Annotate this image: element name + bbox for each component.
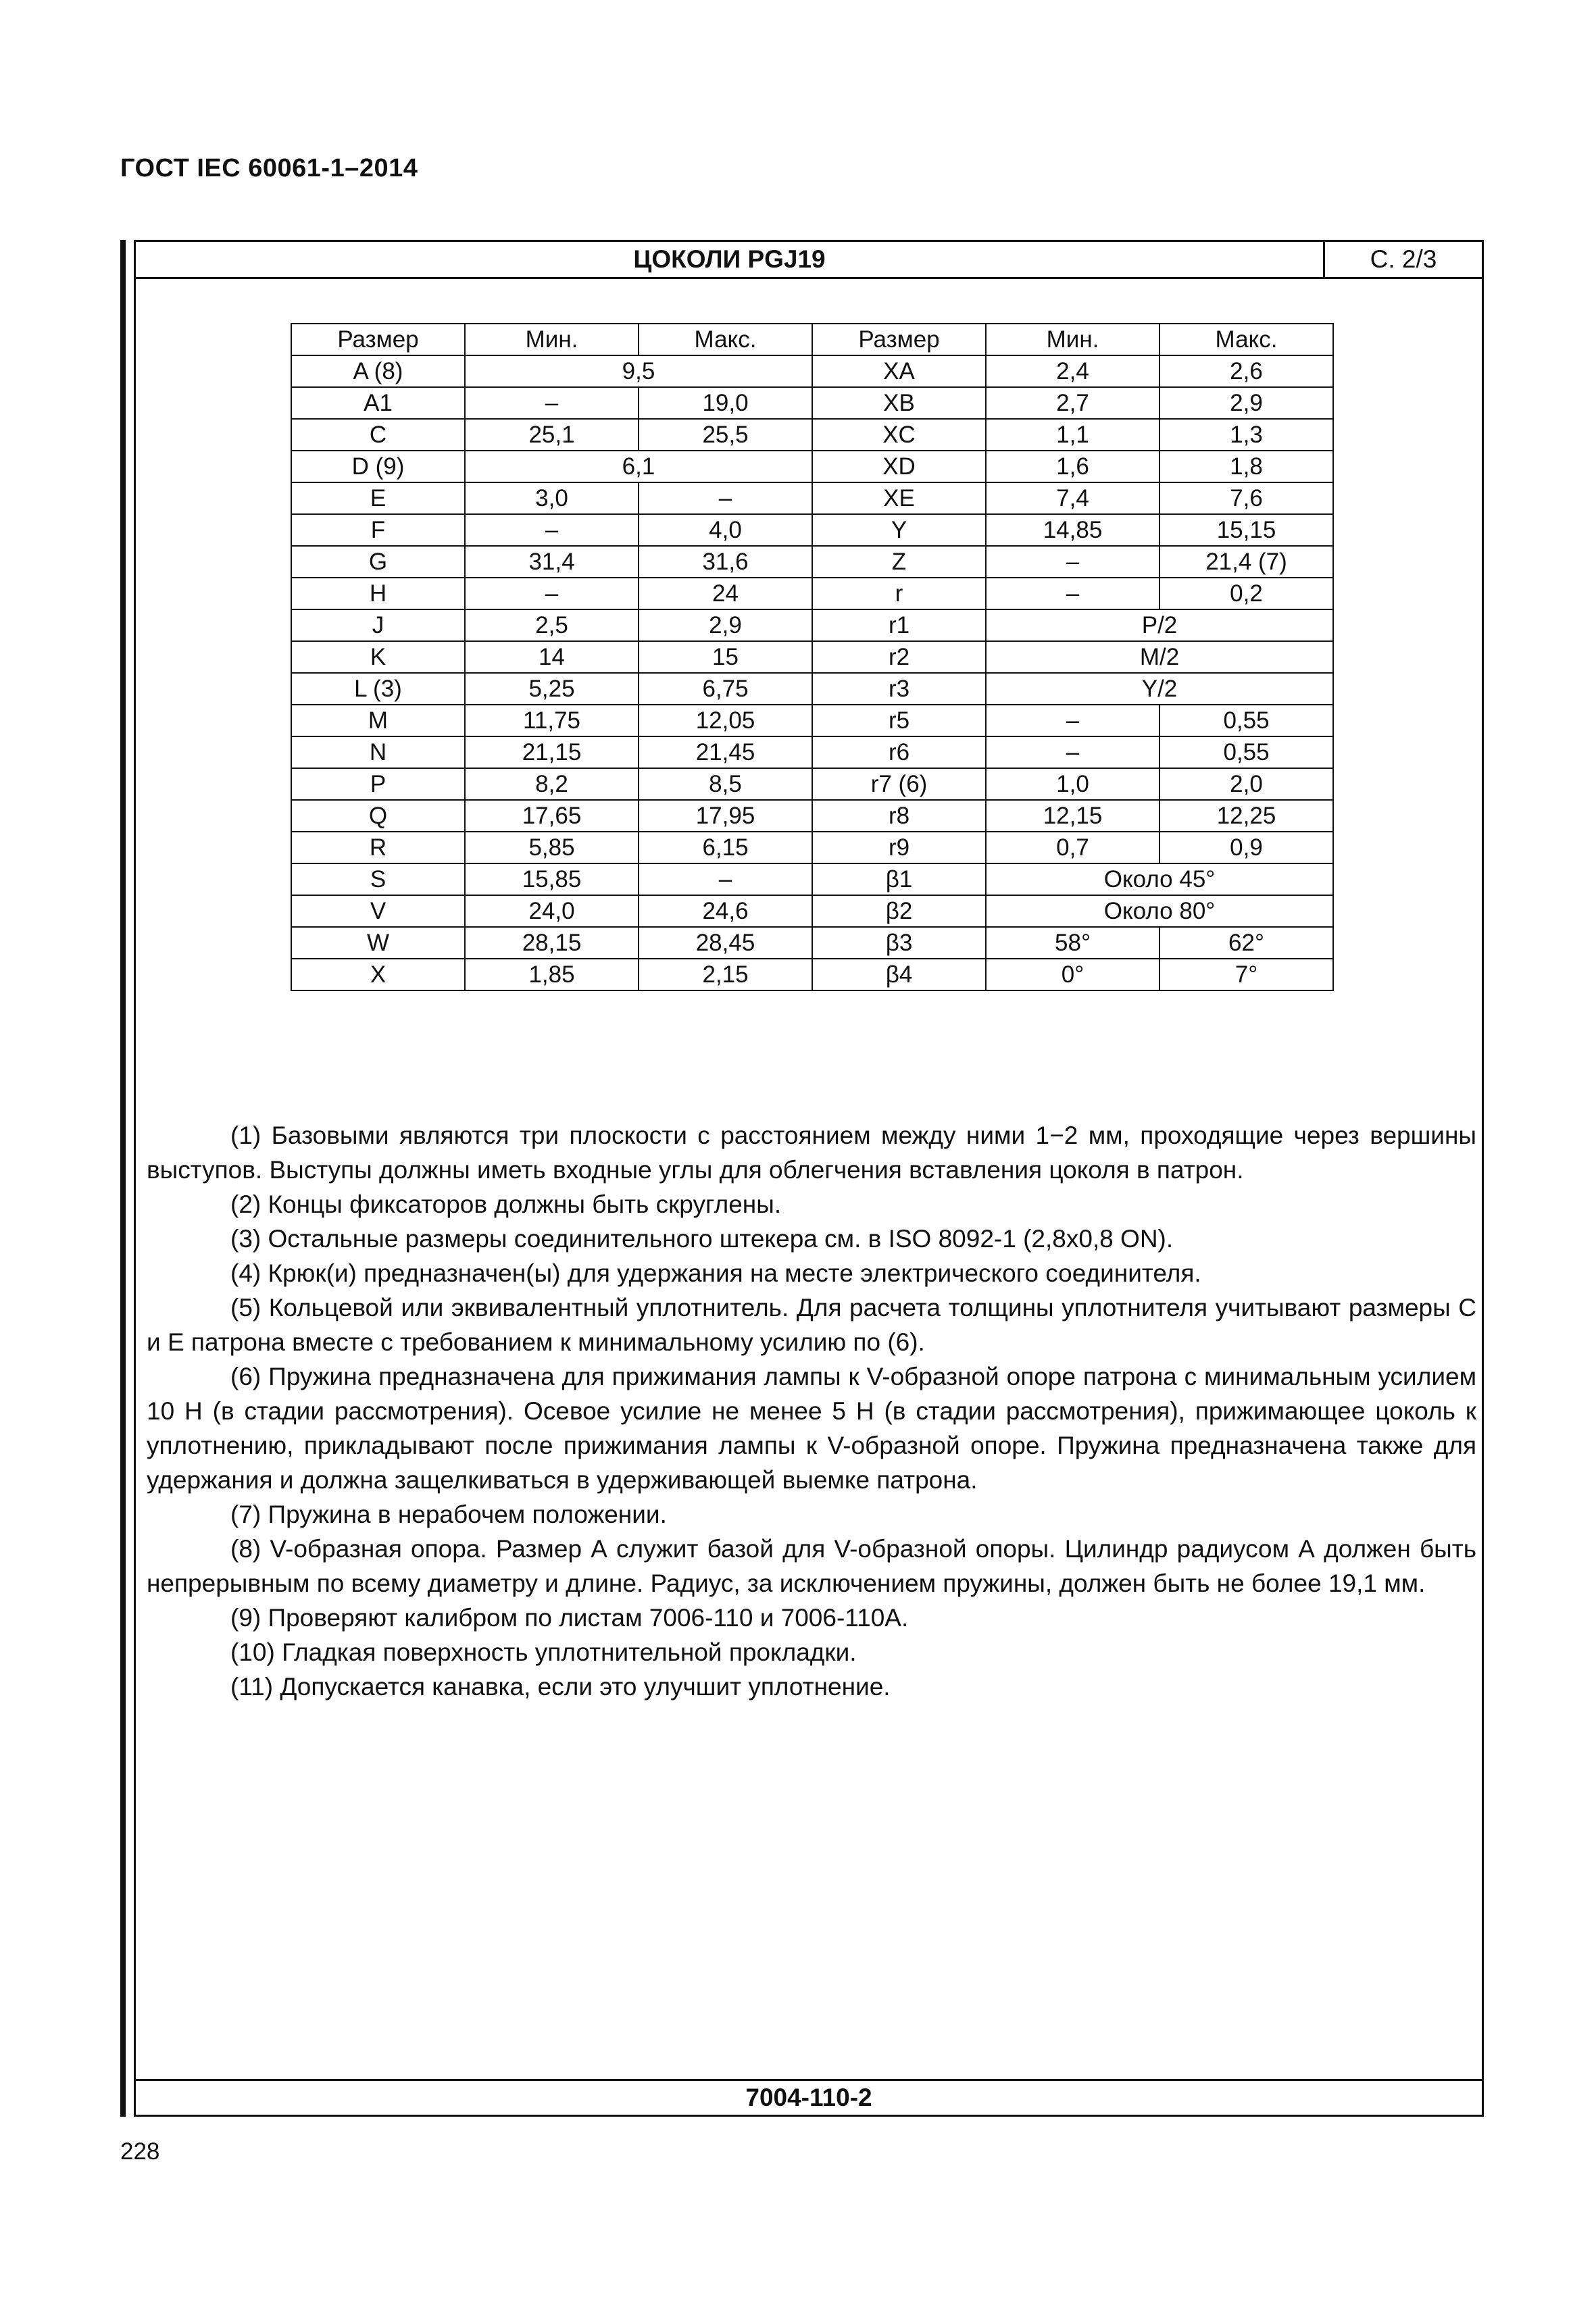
size-cell-right: XB bbox=[812, 387, 986, 419]
size-cell-right: r bbox=[812, 578, 986, 609]
max-cell: – bbox=[639, 482, 812, 514]
table-row bbox=[291, 800, 1333, 832]
sheet-title: ЦОКОЛИ PGJ19 bbox=[633, 245, 826, 273]
size-cell: R bbox=[291, 832, 465, 863]
max-cell-right: 1,8 bbox=[1159, 451, 1333, 482]
value-cell-merged-right: Y/2 bbox=[986, 673, 1333, 705]
min-cell: 24,0 bbox=[465, 895, 639, 927]
table-row bbox=[291, 578, 1333, 609]
size-cell: W bbox=[291, 927, 465, 959]
max-cell-right: 0,55 bbox=[1159, 736, 1333, 768]
size-cell: M bbox=[291, 705, 465, 736]
table-row bbox=[291, 482, 1333, 514]
min-cell-right: 1,1 bbox=[986, 419, 1159, 451]
table-header-row bbox=[291, 324, 1333, 355]
min-cell: 3,0 bbox=[465, 482, 639, 514]
size-cell-right: r3 bbox=[812, 673, 986, 705]
size-cell-right: β1 bbox=[812, 863, 986, 895]
size-cell: S bbox=[291, 863, 465, 895]
size-cell: Q bbox=[291, 800, 465, 832]
header-cell-min-right: Мин. bbox=[986, 324, 1159, 355]
max-cell-right: 2,9 bbox=[1159, 387, 1333, 419]
min-cell-right: 0,7 bbox=[986, 832, 1159, 863]
header-cell-size-right: Размер bbox=[812, 324, 986, 355]
value-cell-merged: 9,5 bbox=[465, 355, 812, 387]
table-row bbox=[291, 387, 1333, 419]
table-row bbox=[291, 355, 1333, 387]
max-cell-right: 62° bbox=[1159, 927, 1333, 959]
frame-left-bar bbox=[120, 240, 126, 2117]
max-cell: 12,05 bbox=[639, 705, 812, 736]
size-cell-right: XA bbox=[812, 355, 986, 387]
size-cell: C bbox=[291, 419, 465, 451]
min-cell-right: 12,15 bbox=[986, 800, 1159, 832]
header-cell-size: Размер bbox=[291, 324, 465, 355]
note-paragraph: (5) Кольцевой или эквивалентный уплотнитель. Для расчета толщины уплотнителя учитывают размеры С и Е патрона вместе с требованием к минимальному усилию по (6). bbox=[147, 1294, 1476, 1356]
max-cell-right: 0,2 bbox=[1159, 578, 1333, 609]
size-cell: A (8) bbox=[291, 355, 465, 387]
max-cell: 25,5 bbox=[639, 419, 812, 451]
min-cell: 15,85 bbox=[465, 863, 639, 895]
table-row bbox=[291, 673, 1333, 705]
max-cell-right: 15,15 bbox=[1159, 514, 1333, 546]
min-cell: 17,65 bbox=[465, 800, 639, 832]
table-row bbox=[291, 546, 1333, 578]
min-cell: 21,15 bbox=[465, 736, 639, 768]
table-row bbox=[291, 927, 1333, 959]
note-paragraph: (6) Пружина предназначена для прижимания лампы к V-образной опоре патрона с минимальным усилием 10 Н (в стадии рассмотрения). Осевое усилие не менее 5 Н (в стадии рассмотрения), прижимающее цоколь к уплотнению, прикладывают после прижимания лампы к V-образной опоре. Пружина предназначена также для удержания и должна защелкиваться в удерживающей выемке патрона. bbox=[147, 1363, 1476, 1494]
table-row bbox=[291, 736, 1333, 768]
value-cell-merged-right: Около 80° bbox=[986, 895, 1333, 927]
header-cell-max: Макс. bbox=[639, 324, 812, 355]
size-cell-right: r2 bbox=[812, 641, 986, 673]
max-cell: 19,0 bbox=[639, 387, 812, 419]
size-cell-right: XE bbox=[812, 482, 986, 514]
min-cell: 25,1 bbox=[465, 419, 639, 451]
min-cell: 11,75 bbox=[465, 705, 639, 736]
min-cell: – bbox=[465, 514, 639, 546]
table-row bbox=[291, 895, 1333, 927]
size-cell-right: XC bbox=[812, 419, 986, 451]
max-cell-right: 0,55 bbox=[1159, 705, 1333, 736]
size-cell: V bbox=[291, 895, 465, 927]
size-cell: F bbox=[291, 514, 465, 546]
size-cell-right: β3 bbox=[812, 927, 986, 959]
max-cell: 24 bbox=[639, 578, 812, 609]
min-cell-right: 2,4 bbox=[986, 355, 1159, 387]
min-cell: 2,5 bbox=[465, 609, 639, 641]
note-paragraph: (9) Проверяют калибром по листам 7006-110 и 7006-110А. bbox=[230, 1604, 909, 1632]
note-paragraph: (10) Гладкая поверхность уплотнительной прокладки. bbox=[230, 1638, 857, 1666]
size-cell-right: β2 bbox=[812, 895, 986, 927]
size-cell-right: r6 bbox=[812, 736, 986, 768]
size-cell: K bbox=[291, 641, 465, 673]
max-cell: 24,6 bbox=[639, 895, 812, 927]
size-cell: A1 bbox=[291, 387, 465, 419]
size-cell: L (3) bbox=[291, 673, 465, 705]
notes-section bbox=[147, 1118, 1476, 1704]
min-cell: 1,85 bbox=[465, 959, 639, 990]
max-cell-right: 2,6 bbox=[1159, 355, 1333, 387]
header-cell-max-right: Макс. bbox=[1159, 324, 1333, 355]
min-cell-right: – bbox=[986, 546, 1159, 578]
size-cell: H bbox=[291, 578, 465, 609]
size-cell: N bbox=[291, 736, 465, 768]
size-cell-right: XD bbox=[812, 451, 986, 482]
note-paragraph: (8) V-образная опора. Размер А служит базой для V-образной опоры. Цилиндр радиусом А должен быть непрерывным по всему диаметру и длине. Радиус, за исключением пружины, должен быть не более 19,1 мм. bbox=[147, 1535, 1476, 1597]
min-cell-right: 14,85 bbox=[986, 514, 1159, 546]
title-row bbox=[136, 242, 1482, 279]
min-cell: – bbox=[465, 578, 639, 609]
size-cell: E bbox=[291, 482, 465, 514]
sheet-page-indicator: С. 2/3 bbox=[1323, 242, 1482, 277]
max-cell: 6,15 bbox=[639, 832, 812, 863]
max-cell: 8,5 bbox=[639, 768, 812, 800]
max-cell: 31,6 bbox=[639, 546, 812, 578]
size-cell: D (9) bbox=[291, 451, 465, 482]
value-cell-merged: 6,1 bbox=[465, 451, 812, 482]
note-paragraph: (1) Базовыми являются три плоскости с расстоянием между ними 1−2 мм, проходящие через вершины выступов. Выступы должны иметь входные углы для облегчения вставления цоколя в патрон. bbox=[147, 1122, 1476, 1184]
table-row bbox=[291, 451, 1333, 482]
note-paragraph: (4) Крюк(и) предназначен(ы) для удержания на месте электрического соединителя. bbox=[230, 1259, 1201, 1287]
table-row bbox=[291, 832, 1333, 863]
size-cell: P bbox=[291, 768, 465, 800]
max-cell-right: 2,0 bbox=[1159, 768, 1333, 800]
min-cell: – bbox=[465, 387, 639, 419]
table-row bbox=[291, 641, 1333, 673]
table-row bbox=[291, 419, 1333, 451]
max-cell-right: 21,4 (7) bbox=[1159, 546, 1333, 578]
header-cell-min: Мин. bbox=[465, 324, 639, 355]
min-cell: 14 bbox=[465, 641, 639, 673]
min-cell: 28,15 bbox=[465, 927, 639, 959]
max-cell-right: 0,9 bbox=[1159, 832, 1333, 863]
size-cell-right: r8 bbox=[812, 800, 986, 832]
max-cell: – bbox=[639, 863, 812, 895]
table-row bbox=[291, 705, 1333, 736]
min-cell: 31,4 bbox=[465, 546, 639, 578]
dimensions-table bbox=[291, 323, 1334, 991]
max-cell: 28,45 bbox=[639, 927, 812, 959]
min-cell-right: 0° bbox=[986, 959, 1159, 990]
max-cell: 15 bbox=[639, 641, 812, 673]
dimensions-table-body bbox=[291, 324, 1333, 990]
note-paragraph: (7) Пружина в нерабочем положении. bbox=[230, 1501, 667, 1528]
size-cell: X bbox=[291, 959, 465, 990]
table-row bbox=[291, 514, 1333, 546]
max-cell: 2,15 bbox=[639, 959, 812, 990]
max-cell: 17,95 bbox=[639, 800, 812, 832]
min-cell: 8,2 bbox=[465, 768, 639, 800]
page-number: 228 bbox=[120, 2138, 160, 2165]
note-paragraph: (2) Концы фиксаторов должны быть скруглены. bbox=[230, 1190, 782, 1218]
document-code: ГОСТ IEC 60061-1–2014 bbox=[120, 154, 418, 182]
value-cell-merged-right: Около 45° bbox=[986, 863, 1333, 895]
size-cell-right: r7 (6) bbox=[812, 768, 986, 800]
size-cell-right: r5 bbox=[812, 705, 986, 736]
max-cell: 6,75 bbox=[639, 673, 812, 705]
size-cell: G bbox=[291, 546, 465, 578]
size-cell-right: β4 bbox=[812, 959, 986, 990]
sheet-code: 7004-110-2 bbox=[136, 2079, 1482, 2115]
max-cell: 4,0 bbox=[639, 514, 812, 546]
table-row bbox=[291, 863, 1333, 895]
size-cell-right: r9 bbox=[812, 832, 986, 863]
max-cell: 21,45 bbox=[639, 736, 812, 768]
size-cell-right: r1 bbox=[812, 609, 986, 641]
min-cell-right: 2,7 bbox=[986, 387, 1159, 419]
sheet-frame bbox=[134, 240, 1484, 2117]
note-paragraph: (11) Допускается канавка, если это улучшит уплотнение. bbox=[230, 1673, 891, 1701]
min-cell: 5,85 bbox=[465, 832, 639, 863]
note-paragraph: (3) Остальные размеры соединительного штекера см. в ISO 8092-1 (2,8x0,8 ON). bbox=[230, 1225, 1174, 1253]
max-cell-right: 1,3 bbox=[1159, 419, 1333, 451]
min-cell-right: – bbox=[986, 736, 1159, 768]
max-cell: 2,9 bbox=[639, 609, 812, 641]
table-row bbox=[291, 959, 1333, 990]
min-cell-right: – bbox=[986, 578, 1159, 609]
min-cell-right: 1,0 bbox=[986, 768, 1159, 800]
size-cell-right: Z bbox=[812, 546, 986, 578]
value-cell-merged-right: P/2 bbox=[986, 609, 1333, 641]
min-cell-right: 1,6 bbox=[986, 451, 1159, 482]
min-cell-right: 7,4 bbox=[986, 482, 1159, 514]
max-cell-right: 12,25 bbox=[1159, 800, 1333, 832]
table-row bbox=[291, 768, 1333, 800]
value-cell-merged-right: M/2 bbox=[986, 641, 1333, 673]
max-cell-right: 7° bbox=[1159, 959, 1333, 990]
min-cell-right: 58° bbox=[986, 927, 1159, 959]
min-cell: 5,25 bbox=[465, 673, 639, 705]
size-cell-right: Y bbox=[812, 514, 986, 546]
table-row bbox=[291, 609, 1333, 641]
max-cell-right: 7,6 bbox=[1159, 482, 1333, 514]
size-cell: J bbox=[291, 609, 465, 641]
min-cell-right: – bbox=[986, 705, 1159, 736]
